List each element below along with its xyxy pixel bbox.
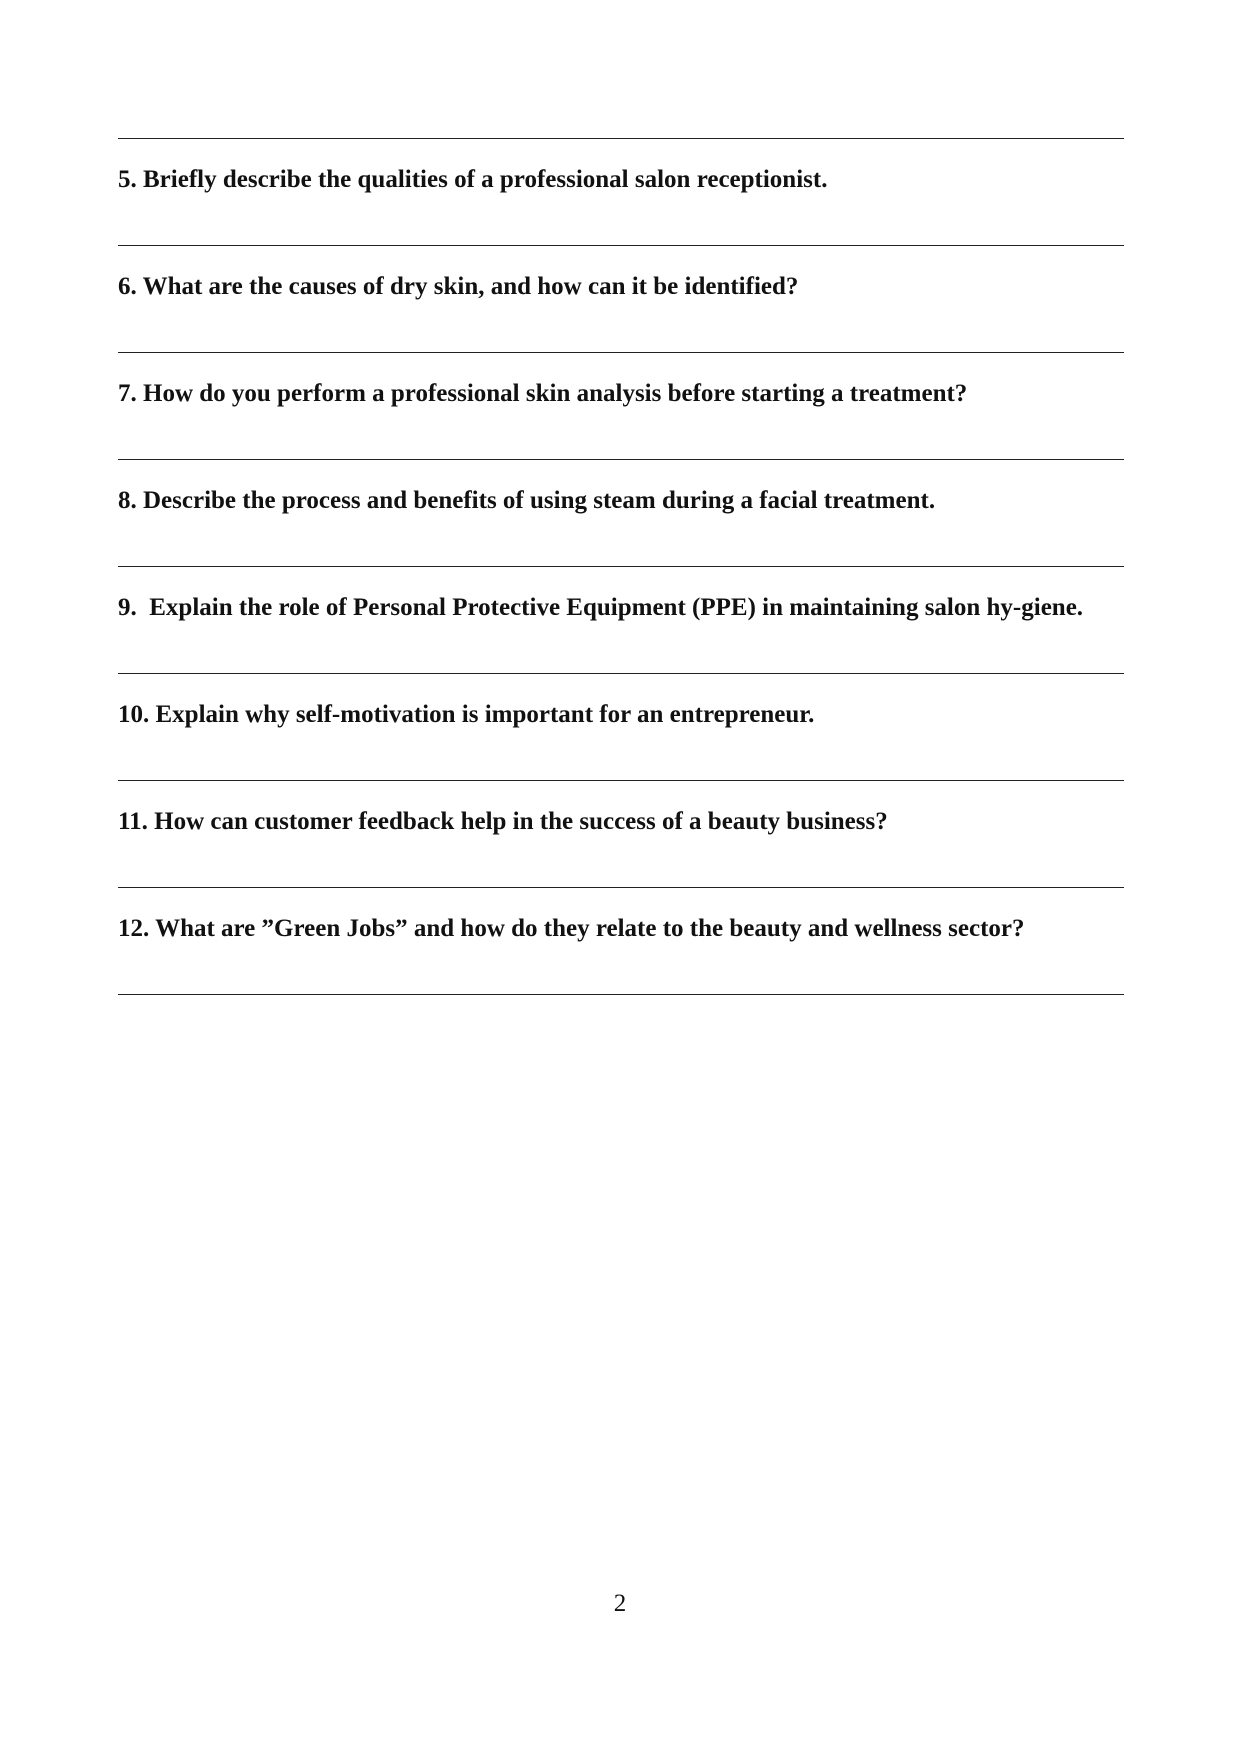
question-number: 11. [118, 808, 148, 835]
question-number: 6. [118, 273, 137, 300]
question-8 [118, 460, 1124, 566]
question-number: 10. [118, 701, 150, 728]
question-7 [118, 353, 1124, 459]
question-number: 9. [118, 594, 137, 621]
question-text: Explain the role of Personal Protective Equipment (PPE) in maintaining salon hy-giene. [149, 594, 1084, 621]
answer-line [118, 994, 1124, 995]
question-5 [118, 139, 1124, 245]
question-text: How do you perform a professional skin analysis before starting a treatment? [143, 380, 968, 407]
question-number: 12. [118, 915, 150, 942]
question-list [118, 138, 1124, 995]
question-text: How can customer feedback help in the success of a beauty business? [154, 808, 888, 835]
question-10 [118, 674, 1124, 780]
question-text: Explain why self-motivation is important for an entrepreneur. [155, 701, 815, 728]
question-9 [118, 567, 1124, 673]
question-11 [118, 781, 1124, 887]
question-text: Briefly describe the qualities of a professional salon receptionist. [143, 166, 828, 193]
page-number: 2 [613, 1590, 627, 1617]
question-text: Describe the process and benefits of using steam during a facial treatment. [143, 487, 936, 514]
question-number: 8. [118, 487, 137, 514]
question-text: What are the causes of dry skin, and how can it be identified? [142, 273, 799, 300]
question-text: What are ”Green Jobs” and how do they relate to the beauty and wellness sector? [155, 915, 1025, 942]
question-12 [118, 888, 1124, 994]
question-number: 7. [118, 380, 137, 407]
question-number: 5. [118, 166, 137, 193]
question-6 [118, 246, 1124, 352]
